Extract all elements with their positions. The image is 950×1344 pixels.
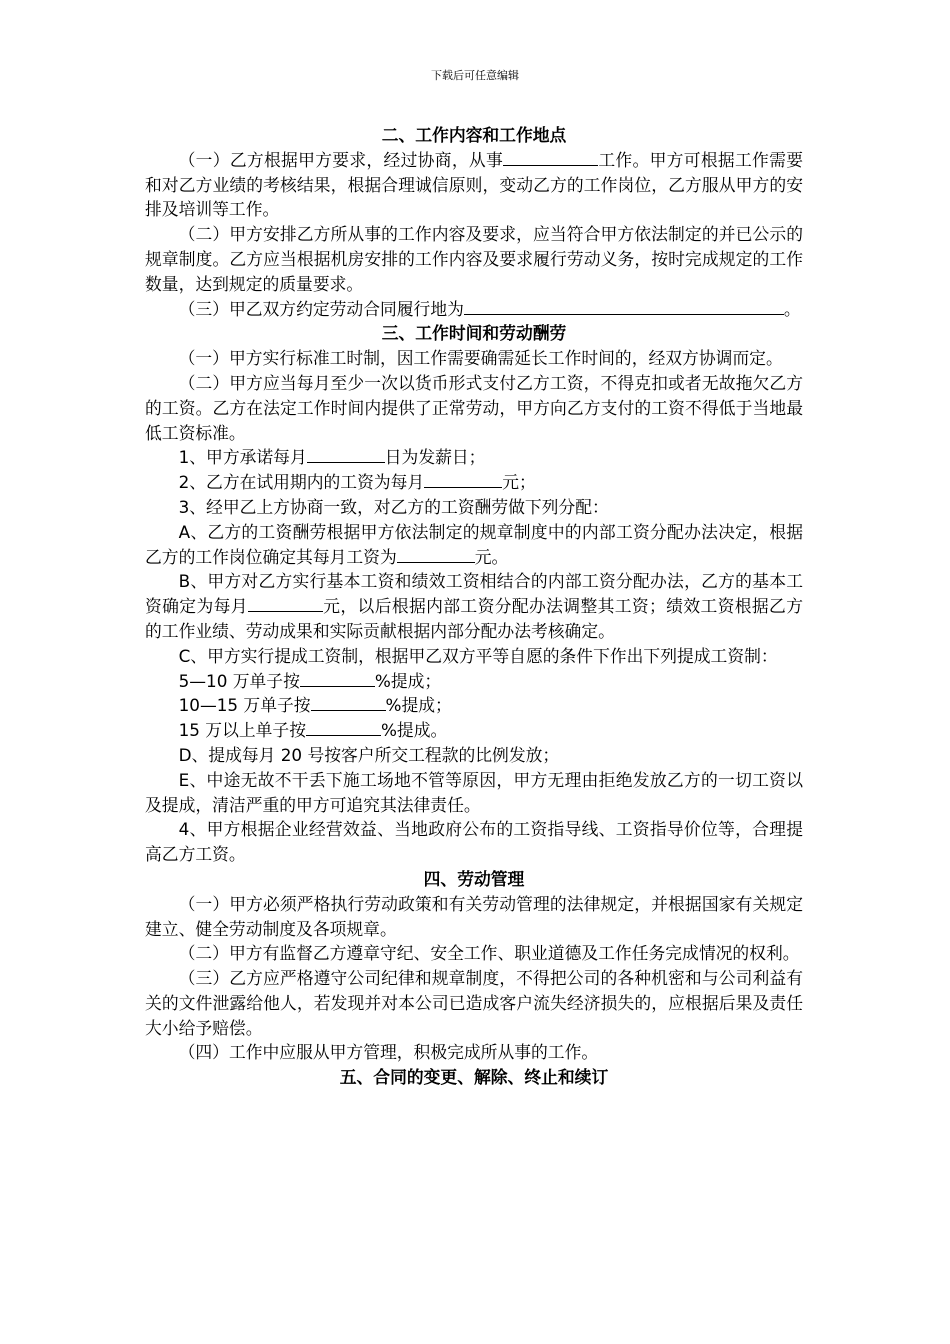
rate-1-text-a: 5—10 万单子按 bbox=[178, 670, 300, 691]
s3-item-e: E、中途无故不干丢下施工场地不管等原因，甲方无理由拒绝发放乙方的一切工资以及提成，清洁严重的甲方可追究其法律责任。 bbox=[145, 769, 803, 815]
payday-blank[interactable] bbox=[307, 445, 385, 463]
rate-2-blank[interactable] bbox=[311, 693, 386, 711]
s3-item-2 bbox=[145, 470, 803, 495]
commission-rate-1 bbox=[145, 669, 803, 694]
s3-i1-text-a: 1、甲方承诺每月 bbox=[178, 447, 307, 468]
s3-item-4: 4、甲方根据企业经营效益、当地政府公布的工资指导线、工资指导价位等，合理提高乙方工资。 bbox=[145, 819, 803, 865]
s2-paragraph-1 bbox=[145, 148, 803, 222]
job-title-blank[interactable] bbox=[503, 148, 598, 166]
s3-paragraph-2: （二）甲方应当每月至少一次以货币形式支付乙方工资，不得克扣或者无故拖欠乙方的工资。乙方在法定工作时间内提供了正常劳动，甲方向乙方支付的工资不得低于当地最低工资标准。 bbox=[145, 372, 803, 443]
rate-1-text-b: %提成； bbox=[374, 670, 442, 691]
rate-3-text-a: 15 万以上单子按 bbox=[178, 720, 306, 741]
s3-item-b bbox=[145, 569, 803, 643]
s4-paragraph-4: （四）工作中应服从甲方管理，积极完成所从事的工作。 bbox=[178, 1042, 599, 1063]
s3-item-d: D、提成每月 20 号按客户所交工程款的比例发放； bbox=[178, 744, 560, 765]
section-3-title: 三、工作时间和劳动酬劳 bbox=[381, 323, 567, 344]
probation-salary-blank[interactable] bbox=[424, 470, 502, 488]
s3-item-3: 3、经甲乙上方协商一致，对乙方的工资酬劳做下列分配： bbox=[178, 496, 609, 517]
s3-i1-text-b: 日为发薪日； bbox=[384, 447, 486, 468]
monthly-salary-blank[interactable] bbox=[397, 545, 475, 563]
s2-paragraph-3 bbox=[145, 297, 803, 322]
s3-item-c: C、甲方实行提成工资制，根据甲乙双方平等自愿的条件下作出下列提成工资制： bbox=[178, 645, 778, 666]
s2-p1-text-b: 工作。甲方可根据工作需要和对乙方业绩的考核结果，根据合理诚信原则，变动乙方的工作岗位，乙方服从甲方的安排及培训等工作。 bbox=[145, 149, 803, 220]
s3-item-1 bbox=[145, 445, 803, 470]
s3-item-a bbox=[145, 520, 803, 570]
s2-p3-text-a: （三）甲乙双方约定劳动合同履行地为 bbox=[178, 298, 464, 319]
s4-paragraph-3: （三）乙方应严格遵守公司纪律和规章制度，不得把公司的各种机密和与公司利益有关的文件泄露给他人，若发现并对本公司已造成客户流失经济损失的，应根据后果及责任大小给予赔偿。 bbox=[145, 968, 803, 1038]
base-salary-blank[interactable] bbox=[248, 594, 323, 612]
rate-2-text-a: 10—15 万单子按 bbox=[178, 695, 311, 716]
header-note: 下载后可任意编辑 bbox=[431, 69, 519, 82]
rate-1-blank[interactable] bbox=[300, 669, 375, 687]
contract-body bbox=[145, 123, 803, 1090]
s3-i2-text-b: 元； bbox=[502, 472, 536, 493]
s2-p1-text-a: （一）乙方根据甲方要求，经过协商，从事 bbox=[178, 149, 504, 170]
section-4-title: 四、劳动管理 bbox=[423, 868, 525, 889]
s3-ia-text-a: A、乙方的工资酬劳根据甲方依法制定的规章制度中的内部工资分配办法决定，根据乙方的工作岗位确定其每月工资为 bbox=[145, 521, 803, 567]
s3-paragraph-1: （一）甲方实行标准工时制，因工作需要确需延长工作时间的，经双方协调而定。 bbox=[178, 348, 783, 369]
rate-2-text-b: %提成； bbox=[385, 695, 452, 716]
section-5-title: 五、合同的变更、解除、终止和续订 bbox=[339, 1067, 609, 1088]
s2-paragraph-2: （二）甲方安排乙方所从事的工作内容及要求，应当符合甲方依法制定的并已公示的规章制度。乙方应当根据机房安排的工作内容及要求履行劳动义务，按时完成规定的工作数量，达到规定的质量要求。 bbox=[145, 224, 803, 294]
s3-i2-text-a: 2、乙方在试用期内的工资为每月 bbox=[178, 472, 425, 493]
work-location-blank-cont[interactable] bbox=[756, 297, 784, 315]
s4-paragraph-2: （二）甲方有监督乙方遵章守纪、安全工作、职业道德及工作任务完成情况的权利。 bbox=[178, 943, 800, 964]
rate-3-blank[interactable] bbox=[306, 718, 381, 736]
s3-ib-text-b: 元，以后根据内部工资分配办法调整其工资；绩效工资根据乙方的工作业绩、劳动成果和实际贡献根据内部分配办法考核确定。 bbox=[145, 596, 803, 641]
s2-p3-text-b: 。 bbox=[783, 298, 801, 319]
section-2-title: 二、工作内容和工作地点 bbox=[381, 125, 567, 145]
s3-ib-text-a: B、甲方对乙方实行基本工资和绩效工资相结合的内部工资分配办法，乙方的基本工资确定为每月 bbox=[145, 571, 803, 617]
s3-ia-text-b: 元。 bbox=[474, 546, 509, 567]
rate-3-text-b: %提成。 bbox=[380, 720, 448, 741]
work-location-blank[interactable] bbox=[464, 297, 756, 315]
s4-paragraph-1: （一）甲方必须严格执行劳动政策和有关劳动管理的法律规定，并根据国家有关规定建立、健全劳动制度及各项规章。 bbox=[145, 893, 803, 939]
commission-rate-3 bbox=[145, 718, 803, 743]
commission-rate-2 bbox=[145, 693, 803, 718]
